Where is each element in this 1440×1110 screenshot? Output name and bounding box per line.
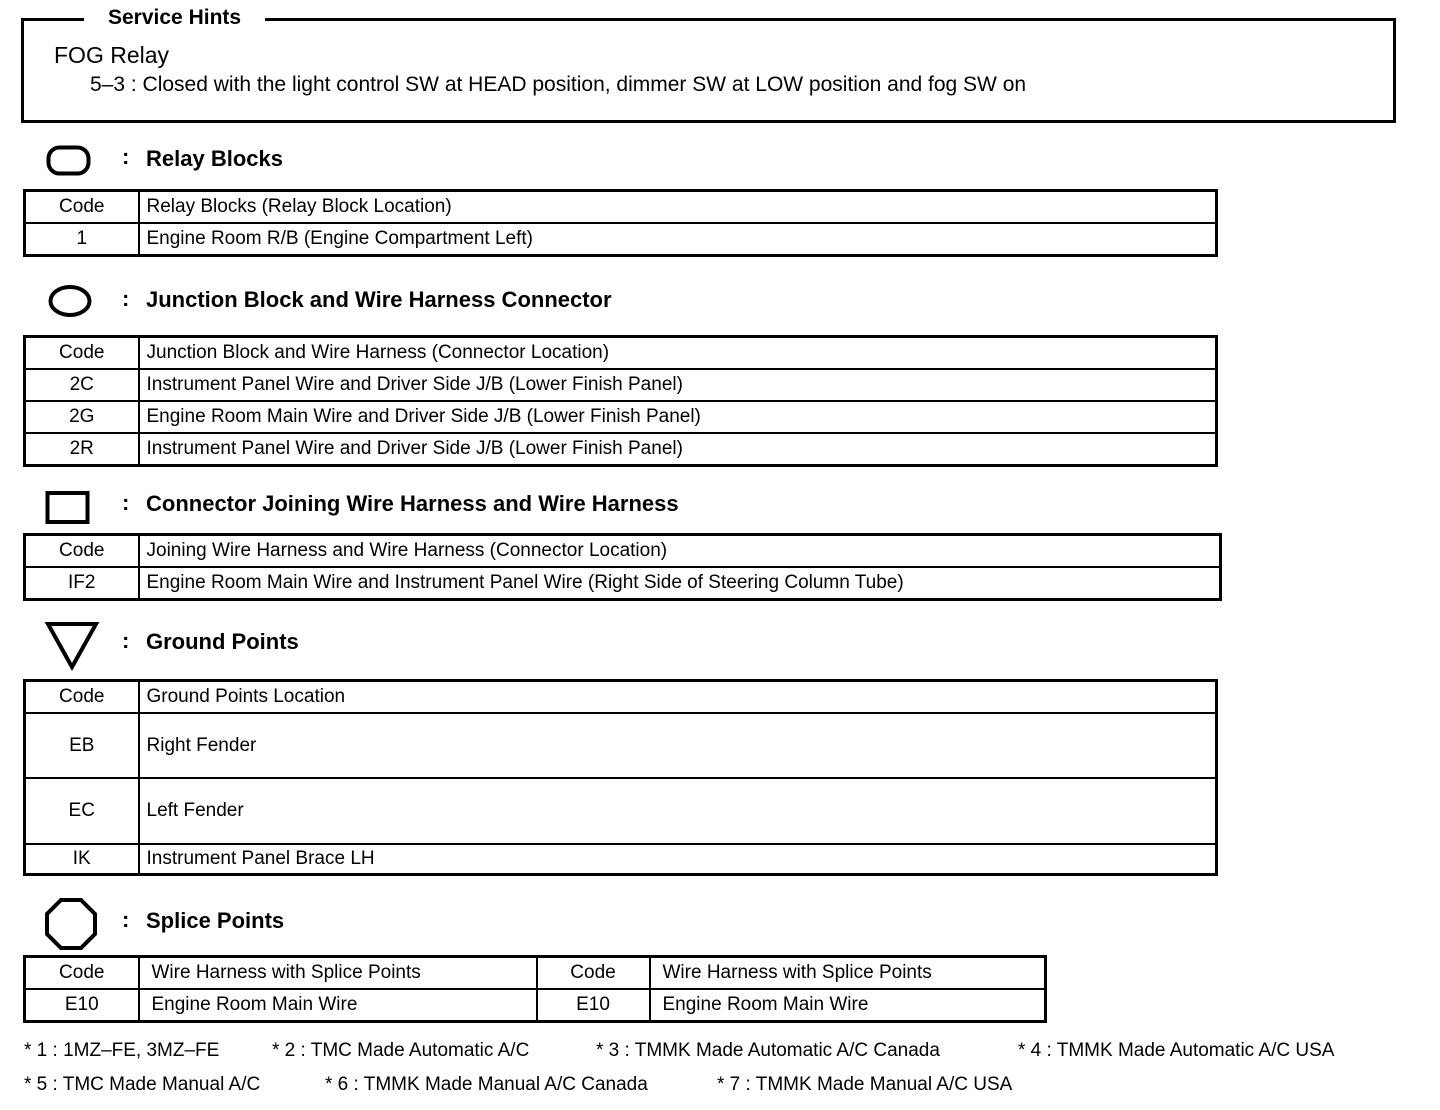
table-row [25,223,1217,256]
footnote: * 2 : TMC Made Automatic A/C [272,1040,530,1061]
row-code: IK [25,844,139,875]
section-colon: : [122,628,130,653]
section-colon: : [122,144,130,169]
service-hints-box [21,18,1396,123]
row-code-2: E10 [537,989,650,1022]
section-title-joining-connector: Connector Joining Wire Harness and Wire Harness [146,491,679,516]
table-row [25,369,1217,401]
joining-connector-table [23,533,1222,601]
row-code: E10 [25,989,139,1022]
header-desc: Ground Points Location [139,681,1217,714]
row-code: 2R [25,433,139,466]
footnote: * 3 : TMMK Made Automatic A/C Canada [596,1040,940,1061]
service-hints-heading: FOG Relay [54,42,170,68]
row-desc: Instrument Panel Wire and Driver Side J/B (Lower Finish Panel) [139,369,1217,401]
row-desc: Engine Room Main Wire and Driver Side J/B (Lower Finish Panel) [139,401,1217,433]
header-desc: Joining Wire Harness and Wire Harness (Connector Location) [139,535,1221,568]
footnote: * 7 : TMMK Made Manual A/C USA [717,1074,1013,1095]
row-desc: Engine Room R/B (Engine Compartment Left) [139,223,1217,256]
table-row [25,844,1217,875]
footnote: * 4 : TMMK Made Automatic A/C USA [1018,1040,1335,1061]
section-title-splice-points: Splice Points [146,908,285,933]
row-desc: Instrument Panel Brace LH [139,844,1217,875]
header-code: Code [25,681,139,714]
header-desc: Wire Harness with Splice Points [139,957,537,990]
row-desc: Right Fender [139,713,1217,778]
table-header-row [25,535,1221,568]
table-header-row [25,681,1217,714]
header-code: Code [25,535,139,568]
footnote: * 1 : 1MZ–FE, 3MZ–FE [24,1040,220,1061]
table-header-row [25,191,1217,224]
splice-points-table [23,955,1047,1023]
section-colon: : [122,907,130,932]
row-code: 2C [25,369,139,401]
footnote: * 5 : TMC Made Manual A/C [24,1074,261,1095]
square-icon [45,490,91,526]
downward-triangle-icon [44,619,100,671]
table-row [25,567,1221,600]
header-code: Code [25,957,139,990]
row-desc: Engine Room Main Wire [139,989,537,1022]
table-header-row [25,957,1046,990]
table-row [25,433,1217,466]
row-code: 1 [25,223,139,256]
footnote: * 6 : TMMK Made Manual A/C Canada [325,1074,648,1095]
section-title-junction-block: Junction Block and Wire Harness Connector [146,287,612,312]
table-header-row [25,337,1217,370]
service-hints-legend: Service Hints [84,4,265,32]
header-code: Code [25,191,139,224]
section-colon: : [122,490,130,515]
table-row [25,713,1217,778]
section-title-relay-blocks: Relay Blocks [146,146,283,171]
row-code: IF2 [25,567,139,600]
table-row [25,989,1046,1022]
junction-block-table [23,335,1218,467]
service-hints-line: 5–3 : Closed with the light control SW at HEAD position, dimmer SW at LOW position and fog SW on [90,73,1027,96]
section-title-ground-points: Ground Points [146,629,299,654]
header-desc: Junction Block and Wire Harness (Connector Location) [139,337,1217,370]
row-desc: Instrument Panel Wire and Driver Side J/B (Lower Finish Panel) [139,433,1217,466]
header-desc: Relay Blocks (Relay Block Location) [139,191,1217,224]
octagon-icon [44,897,98,951]
header-code-2: Code [537,957,650,990]
header-code: Code [25,337,139,370]
oval-icon [46,282,94,318]
row-desc: Left Fender [139,778,1217,844]
row-code: EB [25,713,139,778]
table-row [25,778,1217,844]
row-code: 2G [25,401,139,433]
rounded-rectangle-icon [46,144,92,178]
ground-points-table [23,679,1218,876]
header-desc-2: Wire Harness with Splice Points [650,957,1046,990]
row-code: EC [25,778,139,844]
table-row [25,401,1217,433]
relay-blocks-table [23,189,1218,257]
section-colon: : [122,286,130,311]
row-desc: Engine Room Main Wire and Instrument Panel Wire (Right Side of Steering Column Tube) [139,567,1221,600]
row-desc-2: Engine Room Main Wire [650,989,1046,1022]
